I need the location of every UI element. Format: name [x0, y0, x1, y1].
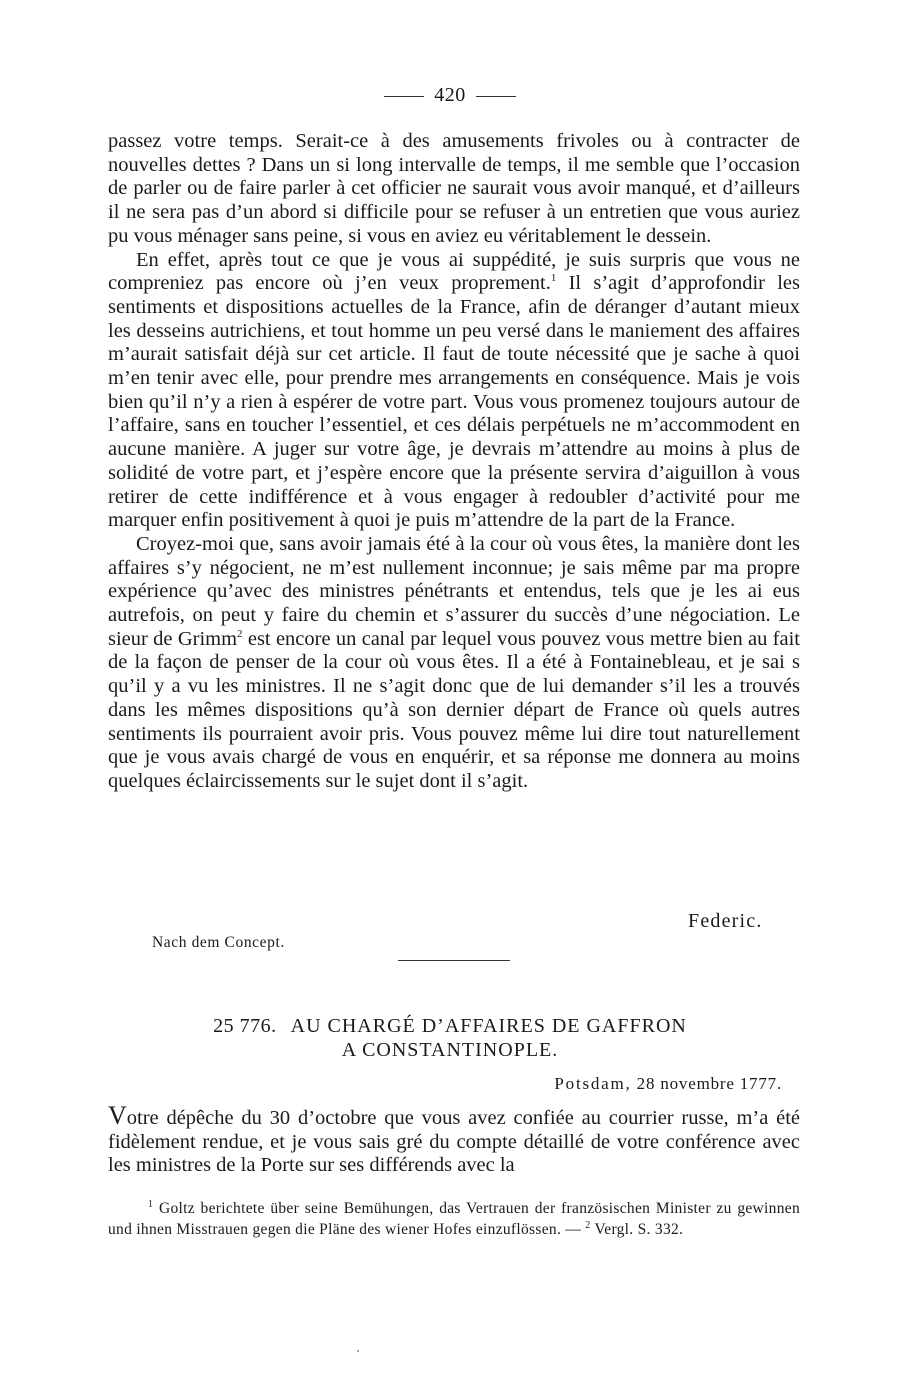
source-note: Nach dem Concept. [152, 934, 285, 951]
letter-recipient: AU CHARGÉ D’AFFAIRES DE GAFFRON [290, 1015, 687, 1037]
section-divider [398, 960, 510, 961]
letter-text [108, 130, 800, 794]
footnote-2-text: Vergl. S. 332. [590, 1221, 684, 1238]
footnote-1-text: Goltz berichtete über seine Bemühungen, das Vertrauen der französischen Minister zu gewinnen und ihnen Misstrauen gegen die Pläne des wiener Hofes einzuflössen. — [108, 1200, 800, 1238]
dateline-place: Potsdam, [554, 1074, 632, 1093]
header-rule-right [476, 96, 516, 97]
paragraph-2-part-b: Il s’agit d’approfondir les sentiments et dispositions actuelles de la France, afin de déranger d’autant mieux les desseins autrichiens, et tout homme un peu versé dans le maniement des affaires m’aurait satisfait déjà sur cet article. Il faut de toute nécessité que je sache à quoi m’en tenir avec elle, pour prendre mes arrangements en conséquence. Mais je vois bien qu’il n’y a rien à espérer de votre part. Vous vous promenez toujours autour de l’affaire, sans en toucher l’essentiel, et ces délais perpétuels ne m’accommodent en aucune manière. A juger sur votre âge, je devrais m’attendre au moins à plus de solidité de votre part, et j’espère encore que la présente servira d’aiguillon à vous retirer de cette indifférence et à vous engager à redoubler d’activité pour me marquer enfin positivement à quoi je puis m’attendre de la part de la France. [108, 272, 800, 532]
paragraph-3-part-b: est encore un canal par lequel vous pouvez vous mettre bien au fait de la façon de penser de la cour où vous êtes. Il a été à Fontainebleau, et je sai s qu’il y a vu les ministres. Il ne s’agit donc que de lui demander s’il les a trouvés dans les mêmes dispositions qu’à son dernier départ de France où quels autres sentiments ils pourraient avoir pris. Vous pouvez même lui dire tout naturellement que je vous avais chargé de vous en enquérir, et sa réponse me donnera au moins quelques éclaircissements sur le sujet dont il s’agit. [108, 627, 800, 792]
letter-number: 25 776. [213, 1015, 277, 1037]
header-rule-left [384, 96, 424, 97]
signature: Federic. [688, 910, 763, 932]
letter-heading-line-2: A CONSTANTINOPLE. [341, 1039, 559, 1061]
footnote-1 [108, 1198, 800, 1240]
footnote-1-mark: 1 [148, 1198, 154, 1210]
letter-heading [0, 1014, 900, 1062]
dateline-date: 28 novembre 1777. [636, 1074, 782, 1093]
letter-heading-line-1 [0, 1014, 900, 1038]
footnote-ref-1: 1 [550, 272, 557, 285]
paragraph-3 [108, 533, 800, 794]
footnotes [108, 1198, 800, 1240]
page-number: 420 [434, 84, 466, 106]
letter-body [108, 1101, 800, 1178]
scan-speck [357, 1350, 359, 1352]
paragraph-1: passez votre temps. Serait-ce à des amusements frivoles ou à contracter de nouvelles dettes ? Dans un si long intervalle de temps, il me semble que l’occasion de parler ou de faire parler à cet officier ne saurait vous avoir manqué, et d’ailleurs il ne sera pas d’un abord si difficile pour se refuser à un entretien que vous auriez pu vous ménager sans peine, si vous en aviez eu véritablement le dessein. [108, 130, 800, 247]
footnote-2-mark: 2 [585, 1219, 591, 1231]
page-header [0, 84, 900, 107]
paragraph-2 [108, 249, 800, 533]
dropcap: V [108, 1101, 127, 1130]
letter-body-text: otre dépêche du 30 d’octobre que vous avez confiée au courrier russe, m’a été fidèlement rendue, et je vous sais gré du compte détaillé de votre conférence avec les ministres de la Porte sur ses différends avec la [108, 1107, 800, 1177]
footnote-ref-2: 2 [237, 627, 243, 640]
dateline [554, 1074, 782, 1094]
letter-body-paragraph [108, 1101, 800, 1178]
paragraph-3-part-a: Croyez-moi que, sans avoir jamais été à la cour où vous êtes, la manière dont les affaires s’y négocient, ne m’est nullement inconnue; je sais même par ma propre expérience qu’avec des ministres pénétrants et entendus, tels que je les ai eus autrefois, on peut y faire du chemin et s’assurer du succès d’une négociation. Le sieur de Grimm [108, 532, 800, 650]
paragraph-2-part-a: En effet, après tout ce que je vous ai suppédité, je suis surpris que vous ne compreniez pas encore où j’en veux proprement. [108, 248, 800, 295]
